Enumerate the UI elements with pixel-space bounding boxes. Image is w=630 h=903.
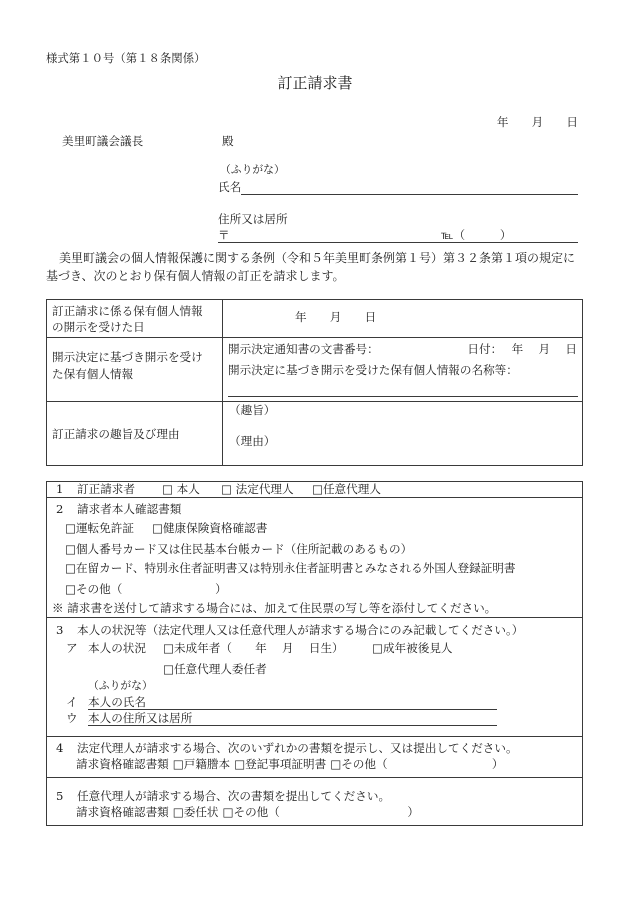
checkbox-residence-card: □在留カード、特別永住者証明書又は特別永住者証明書とみなされる外国人登録証明書: [65, 561, 516, 575]
disclosure-date-label: [52, 303, 203, 335]
checkbox-self: □ 本人: [162, 482, 200, 496]
purpose-reason-label: 訂正請求の趣旨及び理由: [52, 427, 180, 441]
checkbox-family-register: □戸籍謄本: [172, 757, 231, 771]
name-field-line: [241, 194, 578, 195]
label-line: 開示決定に基づき開示を受け: [52, 350, 203, 364]
intro-line-2: 基づき、次のとおり保有個人情報の訂正を請求します。: [46, 269, 345, 283]
row-divider: [47, 497, 582, 498]
doc-number-label: 開示決定通知書の文書番号：: [228, 342, 379, 356]
checkbox-minor: □未成年者（ 年 月 日生）: [163, 641, 344, 655]
form-number: 様式第１０号（第１８条関係）: [46, 51, 206, 65]
principal-name-line: [88, 709, 497, 710]
item-marker: ア: [66, 641, 78, 655]
requester-type-label: 訂正請求者: [77, 482, 135, 496]
furigana-label: （ふりがな）: [220, 163, 285, 176]
reason-label: （理由）: [229, 434, 276, 448]
info-name-line: [228, 396, 578, 397]
honorific: 殿: [222, 134, 234, 148]
checkbox-my-number-card: □個人番号カード又は住民基本台帳カード（住所記載のあるもの）: [65, 542, 413, 556]
column-divider: [222, 300, 223, 465]
purpose-label: （趣旨）: [229, 403, 276, 417]
principal-status-heading: 本人の状況等（法定代理人又は任意代理人が請求する場合にのみ記載してください。）: [77, 623, 524, 637]
address-field-line: [218, 242, 578, 243]
checkbox-health-insurance: □健康保険資格確認書: [152, 521, 268, 535]
legal-representative-documents: [76, 757, 504, 771]
label-line: の開示を受けた日: [52, 320, 145, 334]
section-number: 1: [56, 482, 64, 496]
disclosure-date-value: 年 月 日: [295, 310, 377, 324]
row-divider: [47, 617, 582, 618]
checkbox-power-of-attorney: □委任状: [172, 805, 219, 819]
name-label: 氏名: [218, 180, 242, 194]
section-number: 5: [56, 789, 64, 803]
checkbox-other-document: □その他（ ）: [330, 757, 504, 771]
section-number: 4: [56, 741, 64, 755]
checkbox-registry-certificate: □登記事項証明書: [234, 757, 327, 771]
principal-status-label: 本人の状況: [88, 641, 146, 655]
row-divider: [47, 401, 582, 402]
legal-representative-instruction: 法定代理人が請求する場合、次のいずれかの書類を提示し、又は提出してください。: [77, 741, 518, 755]
principal-address-label: 本人の住所又は居所: [88, 711, 193, 725]
details-table: [46, 481, 583, 826]
documents-label: 請求資格確認書類: [76, 757, 169, 771]
notice-date-label: 日付： 年 月 日: [467, 342, 577, 356]
section-number: 3: [56, 623, 64, 637]
checkbox-drivers-license: □運転免許証: [65, 521, 134, 535]
checkbox-other-document: □その他（ ）: [222, 805, 419, 819]
item-marker: ウ: [66, 711, 78, 725]
section-number: 2: [56, 502, 64, 516]
principal-name-label: 本人の氏名: [88, 695, 146, 709]
intro-line-1: 美里町議会の個人情報保護に関する条例（令和５年美里町条例第１号）第３２条第１項の規定に: [59, 251, 576, 265]
addressee: 美里町議会議長: [62, 134, 144, 148]
page-title: 訂正請求書: [277, 74, 353, 92]
identity-documents-label: 請求者本人確認書類: [77, 502, 182, 516]
item-marker: イ: [66, 695, 78, 709]
label-line: 訂正請求に係る保有個人情報: [52, 304, 203, 318]
checkbox-other-document: □その他（ ）: [65, 582, 227, 596]
checkbox-legal-representative: □ 法定代理人: [221, 482, 294, 496]
principal-furigana-label: （ふりがな）: [88, 679, 153, 692]
tel-label: ℡（ ）: [441, 228, 512, 242]
label-line: た保有個人情報: [52, 367, 134, 381]
disclosed-info-label: [52, 349, 203, 383]
info-name-label: 開示決定に基づき開示を受けた保有個人情報の名称等：: [228, 363, 518, 377]
row-divider: [47, 337, 582, 338]
request-table: [46, 299, 583, 466]
postal-mark: 〒: [218, 228, 230, 242]
voluntary-representative-documents: [76, 805, 419, 819]
checkbox-adult-ward: □成年被後見人: [372, 641, 453, 655]
checkbox-voluntary-representative: □任意代理人: [312, 482, 381, 496]
mail-note: ※ 請求書を送付して請求する場合には、加えて住民票の写し等を添付してください。: [52, 601, 497, 615]
principal-address-line: [88, 725, 497, 726]
row-divider: [47, 777, 582, 778]
request-date: 年 月 日: [496, 115, 578, 129]
checkbox-delegator: □任意代理人委任者: [163, 662, 267, 676]
voluntary-representative-instruction: 任意代理人が請求する場合、次の書類を提出してください。: [77, 789, 391, 803]
documents-label: 請求資格確認書類: [76, 805, 169, 819]
row-divider: [47, 736, 582, 737]
address-label: 住所又は居所: [218, 212, 288, 226]
